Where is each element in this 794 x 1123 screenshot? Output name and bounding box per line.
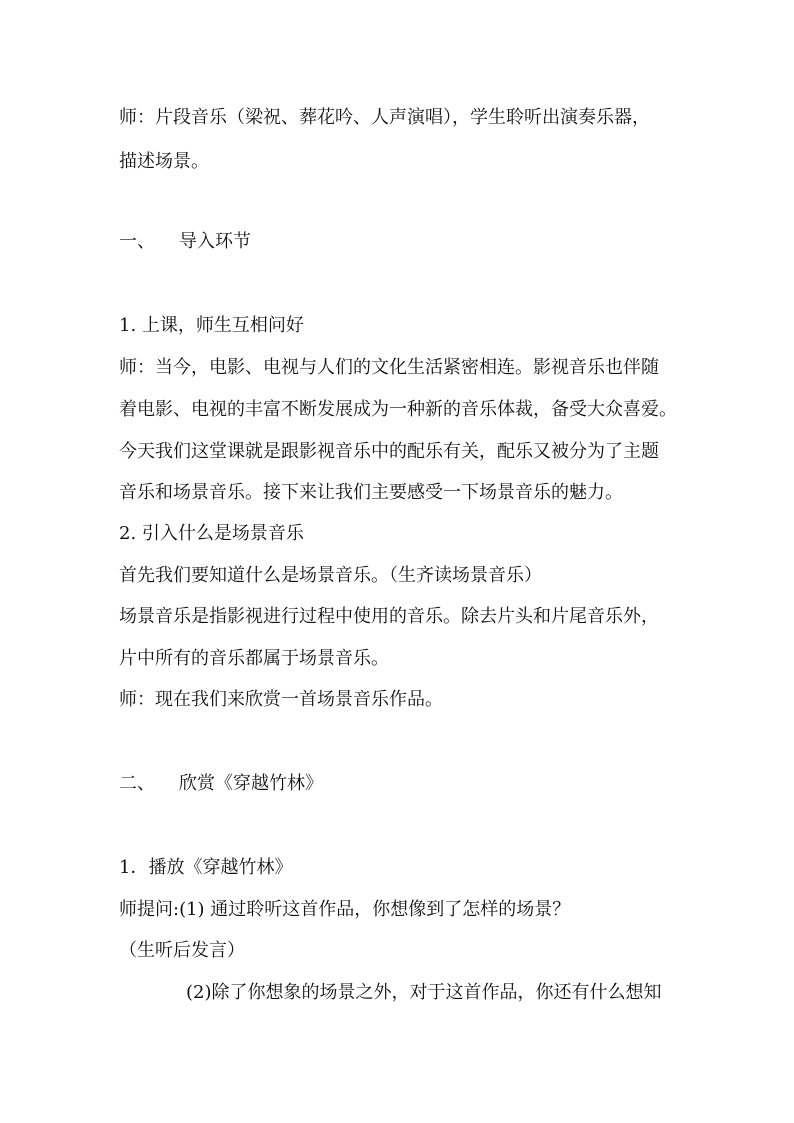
question-1: 师提问:(1) 通过聆听这首作品，你想像到了怎样的场景？ [119,899,571,920]
section-1-number: 一、 [119,231,155,252]
section-2-title: 欣赏《穿越竹林》 [179,773,323,794]
section-2-number: 二、 [119,773,155,794]
section-2-item-1-title: 1．播放《穿越竹林》 [119,857,293,878]
intro-line-1: 师：片段音乐（梁祝、葬花吟、人声演唱），学生聆听出演奏乐器， [119,107,650,128]
section-1-heading [119,230,251,254]
paragraph-line: 着电影、电视的丰富不断发展成为一种新的音乐体裁，备受大众喜爱。 [119,399,677,420]
paragraph-line: 首先我们要知道什么是场景音乐。（生齐读场景音乐） [119,565,542,586]
paragraph-line: 片中所有的音乐都属于场景音乐。 [119,648,389,669]
paragraph-line: 场景音乐是指影视进行过程中使用的音乐。除去片头和片尾音乐外， [119,606,659,627]
paragraph-line: 音乐和场景音乐。接下来让我们主要感受一下场景音乐的魅力。 [119,482,623,503]
section-2-heading [119,772,323,796]
section-1-title: 导入环节 [179,231,251,252]
question-2: (2)除了你想象的场景之外，对于这首作品，你还有什么想知 [186,982,662,1003]
paragraph-line: 师：当今，电影、电视与人们的文化生活紧密相连。影视音乐也伴随 [119,357,659,378]
intro-line-2: 描述场景。 [119,151,209,172]
paragraph-line: 师：现在我们来欣赏一首场景音乐作品。 [119,689,443,710]
question-1-note: （生听后发言） [119,940,245,961]
paragraph-line: 今天我们这堂课就是跟影视音乐中的配乐有关，配乐又被分为了主题 [119,441,659,462]
section-1-item-1-title: 1. 上课，师生互相问好 [119,315,304,336]
section-1-item-2-title: 2. 引入什么是场景音乐 [119,523,304,544]
